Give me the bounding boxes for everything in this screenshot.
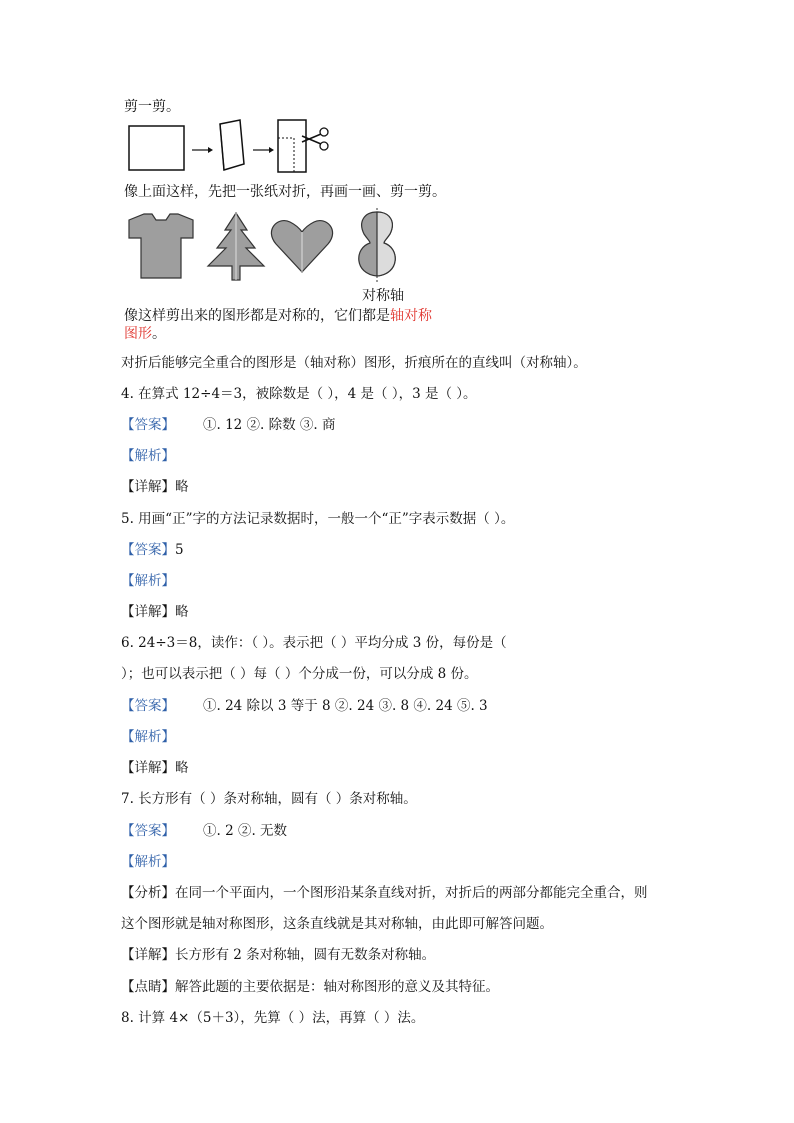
- q6-answer: ①. 24 除以 3 等于 8 ②. 24 ③. 8 ④. 24 ⑤. 3: [203, 698, 488, 714]
- q6-detail: 略: [175, 760, 189, 776]
- cut-title: 剪一剪。: [124, 99, 180, 115]
- q6-question-line2: ）；也可以表示把（ ）每（ ）个分成一份，可以分成 8 份。: [121, 666, 478, 682]
- q4-question: 4. 在算式 12÷4＝3，被除数是（ ），4 是（ ），3 是（ ）。: [121, 386, 477, 402]
- axis-label: 对称轴: [362, 288, 404, 304]
- q5-answer: 5: [175, 542, 184, 558]
- fenxi-label: 【分析】: [121, 885, 175, 901]
- answer-label: 【答案】: [121, 417, 175, 433]
- q7-analysis-line1: 在同一个平面内，一个图形沿某条直线对折，对折后的两部分都能完全重合，则: [175, 885, 648, 901]
- detail-label: 【详解】: [121, 760, 175, 776]
- q5-analysis-label: 【解析】: [121, 573, 175, 589]
- q7-answer-row: [121, 822, 287, 840]
- q5-answer-row: [121, 541, 184, 559]
- detail-label: 【详解】: [121, 947, 175, 963]
- q4-analysis-label: 【解析】: [121, 448, 175, 464]
- symmetry-red-part2: 图形: [124, 326, 152, 342]
- symmetry-red-part1: 轴对称: [390, 308, 432, 324]
- q7-detail: 长方形有 2 条对称轴，圆有无数条对称轴。: [175, 947, 436, 963]
- q6-detail-row: [121, 759, 189, 777]
- answer-label: 【答案】: [121, 698, 175, 714]
- q7-dianjing-row: [121, 978, 499, 996]
- q7-analysis-label: 【解析】: [121, 854, 175, 870]
- detail-label: 【详解】: [121, 479, 175, 495]
- q4-detail-row: [121, 478, 189, 496]
- detail-label: 【详解】: [121, 604, 175, 620]
- shirt-shape: [129, 214, 193, 278]
- symmetry-text-part2: 。: [152, 326, 166, 342]
- q8-question: 8. 计算 4×（5＋3），先算（ ）法，再算（ ）法。: [121, 1010, 425, 1026]
- q7-fenxi-row: [121, 884, 648, 902]
- q5-detail: 略: [175, 604, 189, 620]
- q4-answer: ①. 12 ②. 除数 ③. 商: [203, 417, 336, 433]
- q7-dianjing: 解答此题的主要依据是：轴对称图形的意义及其特征。: [175, 979, 499, 995]
- q7-analysis-line2: 这个图形就是轴对称图形，这条直线就是其对称轴，由此即可解答问题。: [121, 916, 553, 932]
- q5-question: 5. 用画“正”字的方法记录数据时，一般一个“正”字表示数据（ ）。: [121, 511, 515, 527]
- q5-detail-row: [121, 603, 189, 621]
- cut-shapes: [126, 208, 426, 283]
- q6-analysis-label: 【解析】: [121, 729, 175, 745]
- symmetry-text-part1: 像这样剪出来的图形都是对称的，它们都是: [124, 308, 390, 324]
- q7-question: 7. 长方形有（ ）条对称轴，圆有（ ）条对称轴。: [121, 791, 417, 807]
- folding-diagram: [128, 118, 338, 176]
- dianjing-label: 【点睛】: [121, 979, 175, 995]
- q4-answer-row: [121, 416, 336, 434]
- q6-answer-row: [121, 697, 488, 715]
- fold-instruction: 像上面这样，先把一张纸对折，再画一画、剪一剪。: [124, 184, 446, 200]
- symmetry-text-line2: [124, 325, 166, 343]
- q7-answer: ①. 2 ②. 无数: [203, 823, 288, 839]
- definition-text: 对折后能够完全重合的图形是（轴对称）图形，折痕所在的直线叫（对称轴）。: [121, 355, 587, 371]
- q4-detail: 略: [175, 479, 189, 495]
- q7-detail-row: [121, 946, 435, 964]
- answer-label: 【答案】: [121, 542, 175, 558]
- symmetry-text-line1: [124, 307, 432, 325]
- answer-label: 【答案】: [121, 823, 175, 839]
- q6-question-line1: 6. 24÷3＝8，读作：（ ）。表示把（ ）平均分成 3 份，每份是（: [121, 635, 507, 651]
